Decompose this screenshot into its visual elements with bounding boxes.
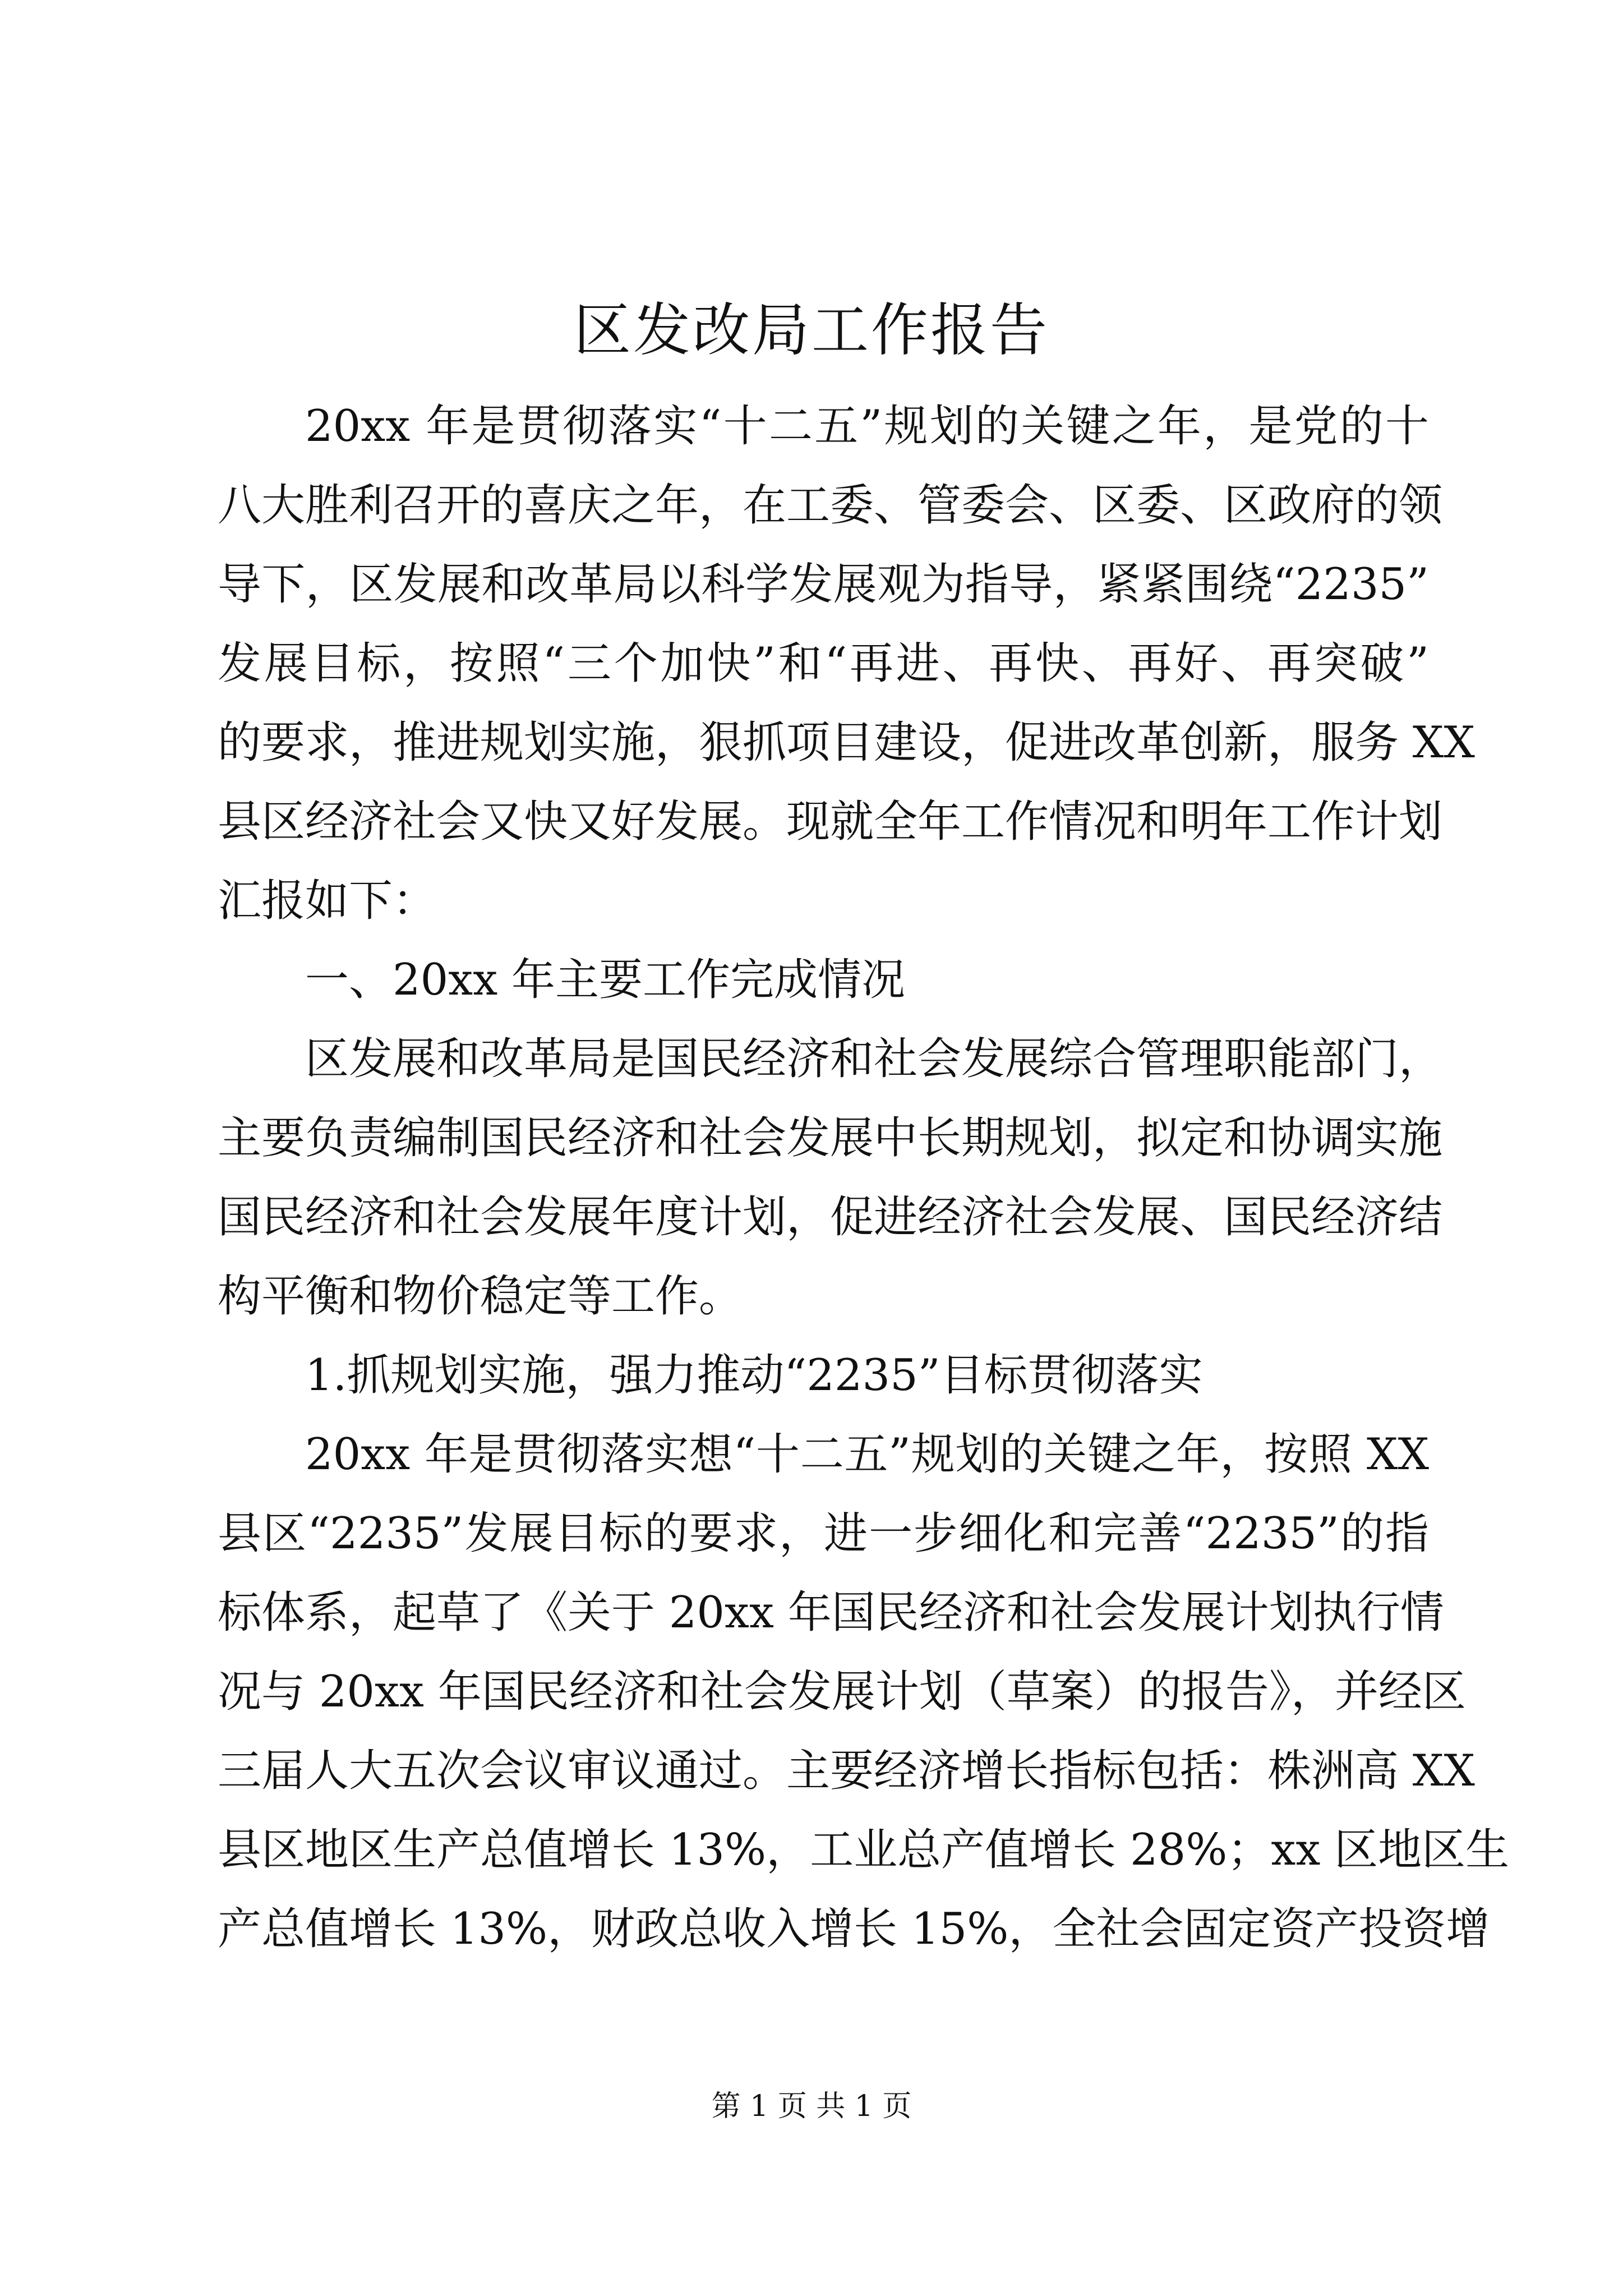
paragraph-3-line-2: 县区“2235”发展目标的要求，进一步细化和完善“2235”的指 xyxy=(218,1508,1429,1559)
paragraph-3-line-7: 产总值增长 13%，财政总收入增长 15%，全社会固定资产投资增 xyxy=(218,1904,1490,1954)
paragraph-3-line-6: 县区地区生产总值增长 13%，工业总产值增长 28%；xx 区地区生 xyxy=(218,1825,1510,1875)
paragraph-1-line-1: 20xx 年是贯彻落实“十二五”规划的关键之年，是党的十 xyxy=(305,401,1429,452)
paragraph-3-line-4: 况与 20xx 年国民经济和社会发展计划（草案）的报告》，并经区 xyxy=(218,1667,1466,1717)
paragraph-3-line-1: 20xx 年是贯彻落实想“十二五”规划的关键之年，按照 XX xyxy=(305,1429,1429,1480)
section-heading-1: 一、20xx 年主要工作完成情况 xyxy=(305,955,906,1005)
paragraph-1-line-6: 县区经济社会又快又好发展。现就全年工作情况和明年工作计划 xyxy=(218,797,1443,847)
paragraph-2-line-2: 主要负责编制国民经济和社会发展中长期规划，拟定和协调实施 xyxy=(218,1113,1443,1163)
document-body xyxy=(218,387,1510,1969)
paragraph-3-line-3: 标体系，起草了《关于 20xx 年国民经济和社会发展计划执行情 xyxy=(218,1588,1444,1638)
page-number-footer: 第 1 页 共 1 页 xyxy=(711,2090,912,2123)
paragraph-3-line-5: 三届人大五次会议审议通过。主要经济增长指标包括：株洲高 XX xyxy=(218,1746,1475,1796)
page-title: 区发改局工作报告 xyxy=(574,297,1049,364)
paragraph-1-line-3: 导下，区发展和改革局以科学发展观为指导，紧紧围绕“2235” xyxy=(218,559,1429,610)
paragraph-1-line-5: 的要求，推进规划实施，狠抓项目建设，促进改革创新，服务 XX xyxy=(218,717,1475,768)
subsection-heading-1: 1.抓规划实施，强力推动“2235”目标贯彻落实 xyxy=(305,1350,1203,1401)
paragraph-1-line-4: 发展目标，按照“三个加快”和“再进、再快、再好、再突破” xyxy=(218,638,1429,689)
paragraph-2-line-3: 国民经济和社会发展年度计划，促进经济社会发展、国民经济结 xyxy=(218,1192,1443,1243)
paragraph-2-line-1: 区发展和改革局是国民经济和社会发展综合管理职能部门， xyxy=(305,1034,1443,1084)
paragraph-1-line-2: 八大胜利召开的喜庆之年，在工委、管委会、区委、区政府的领 xyxy=(218,480,1443,531)
paragraph-1-line-7: 汇报如下： xyxy=(218,876,437,926)
paragraph-2-line-4: 构平衡和物价稳定等工作。 xyxy=(218,1271,743,1322)
